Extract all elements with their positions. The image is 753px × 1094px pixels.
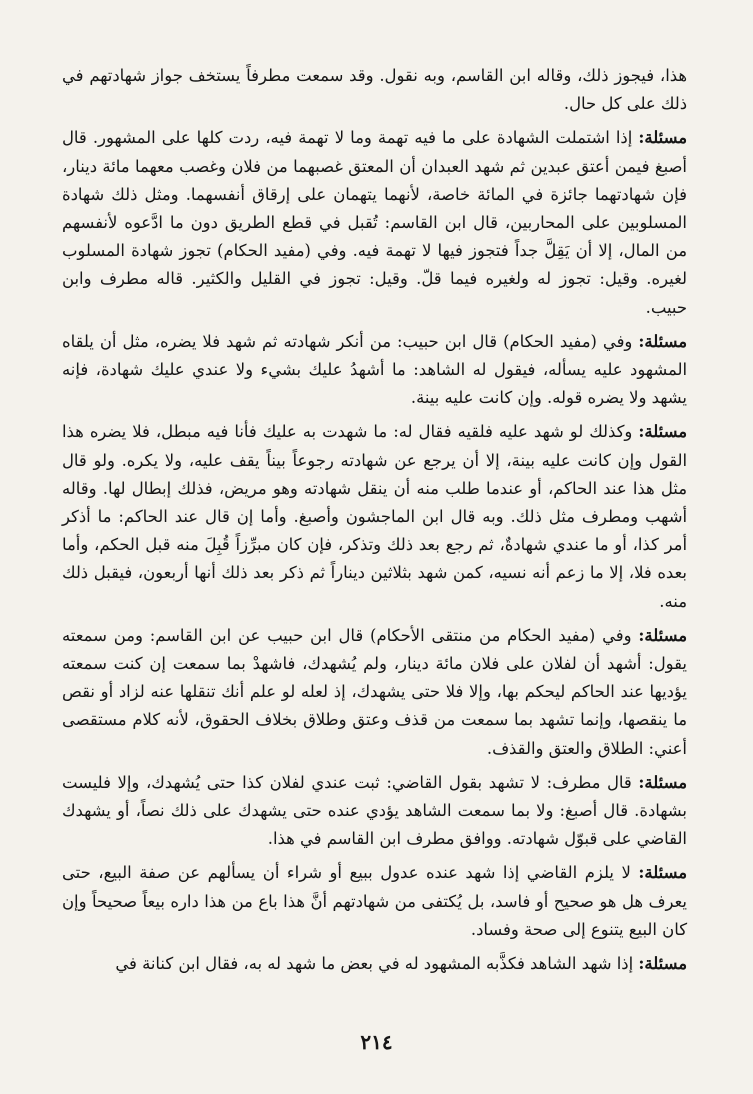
paragraph-text: قال مطرف: لا تشهد بقول القاضي: ثبت عندي لفلان كذا حتى يُشهدك، وإلا فليست بشهادة. قال أصبغ: ولا بما سمعت الشاهد يؤدي عنده حتى يشهدك على ذلك نصاً، أو يشهدك القاضي على قبوّل شهادته. ووافق مطرف ابن القاسم في هذا.: [62, 772, 687, 849]
issue-label: مسئلة:: [638, 128, 687, 148]
paragraph-intro: [62, 62, 687, 118]
paragraph-text: هذا، فيجوز ذلك، وقاله ابن القاسم، وبه نقول. وقد سمعت مطرفاً يستخف جواز شهادتهم في ذلك على كل حال.: [62, 66, 687, 114]
paragraph-issue-3: [62, 418, 687, 615]
paragraph-text: وكذلك لو شهد عليه فلقيه فقال له: ما شهدت به عليك فأنا فيه مبطل، فلا يضره هذا القول وإن كانت عليه بينة، إلا أن يرجع عن شهادته رجوعاً بيناً يقف عليه، ولا يكره. ولو قال مثل هذا عند الحاكم، أو عندما طلب منه أن ينقل شهادته وهو مريض، فذلك إبطال لها. وقاله أشهب ومطرف مثل ذلك. وبه قال ابن الماجشون وأصبغ. وأما إن قال عند الحاكم: ما أذكر أمر كذا، أو ما عندي شهادةٌ، ثم رجع بعد ذلك وتذكر، فإن كان مبرِّزاً قُبِلَ منه قبل الحكم، وأما بعده فلا، إلا ما زعم أنه نسيه، كمن شهد بثلاثين ديناراً ثم ذكر بعد ذلك أنها أربعون، فيقبل ذلك منه.: [62, 422, 687, 611]
paragraph-text: وفي (مفيد الحكام) قال ابن حبيب: من أنكر شهادته ثم شهد فلا يضره، مثل أن يلقاه المشهود عليه يسأله، فيقول له الشاهد: ما أشهدُ عليك بشيء ولا عندي عليك شهادة، فإنه يشهد ولا يضره قوله. وإن كانت عليه بينة.: [62, 331, 687, 408]
paragraph-issue-2: [62, 328, 687, 413]
issue-label: مسئلة:: [638, 863, 687, 883]
issue-label: مسئلة:: [638, 422, 687, 442]
issue-label: مسئلة:: [638, 625, 687, 645]
issue-label: مسئلة:: [638, 772, 687, 792]
paragraph-text: لا يلزم القاضي إذا شهد عنده عدول ببيع أو شراء أن يسألهم عن صفة البيع، حتى يعرف هل هو صحيح أو فاسد، بل يُكتفى من شهادتهم أنَّ هذا باع من هذا داره بيعاً صحيحاً وإن كان البيع يتنوع إلى صحة وفساد.: [62, 863, 687, 939]
paragraph-issue-4: [62, 622, 687, 763]
paragraph-text: إذا اشتملت الشهادة على ما فيه تهمة وما لا تهمة فيه، ردت كلها على المشهور. قال أصبغ فيمن أعتق عبدين ثم شهد العبدان أن المعتق غصبهما من فلان وغصب معهما مائة دينار، فإن شهادتهما جائزة في المائة خاصة، لأنهما يتهمان على إرقاق أنفسهما. ومثل ذلك شهادة المسلوبين على المحاربين، قال ابن القاسم: تُقبل في قطع الطريق دون ما ادَّعوه لأنفسهم من المال، إلا أن يَقِلَّ جداً فتجوز فيها لا تهمة فيه. وفي (مفيد الحكام) تجوز شهادة المسلوب لغيره. وقيل: تجوز له ولغيره فيما قلّ. وقيل: تجوز في القليل والكثير. قاله مطرف وابن حبيب.: [62, 128, 687, 317]
page-number: ٢١٤: [360, 1030, 393, 1054]
paragraph-text: وفي (مفيد الحكام من منتقى الأحكام) قال ابن حبيب عن ابن القاسم: ومن سمعته يقول: أشهد أن لفلان على فلان مائة دينار، ولم يُشهدك، فاشهدْ بما سمعت إن كنت سمعته يؤديها عند الحاكم ليحكم بها، وإلا فلا حتى يشهدك، إذ لعله لو علم أنك تنقلها عنه لزاد أو نقص ما ينقصها، وإنما تشهد بما سمعت من قذف وعتق وطلاق بخلاف الحقوق، لأنه كلام مستقصى أعني: الطلاق والعتق والقذف.: [62, 625, 687, 758]
paragraph-text: إذا شهد الشاهد فكذَّبه المشهود له في بعض ما شهد له به، فقال ابن كنانة في: [115, 954, 639, 974]
issue-label: مسئلة:: [638, 331, 687, 351]
paragraph-issue-7: [62, 950, 687, 978]
paragraph-issue-1: [62, 124, 687, 321]
paragraph-issue-5: [62, 769, 687, 854]
paragraph-issue-6: [62, 859, 687, 944]
issue-label: مسئلة:: [638, 954, 687, 974]
